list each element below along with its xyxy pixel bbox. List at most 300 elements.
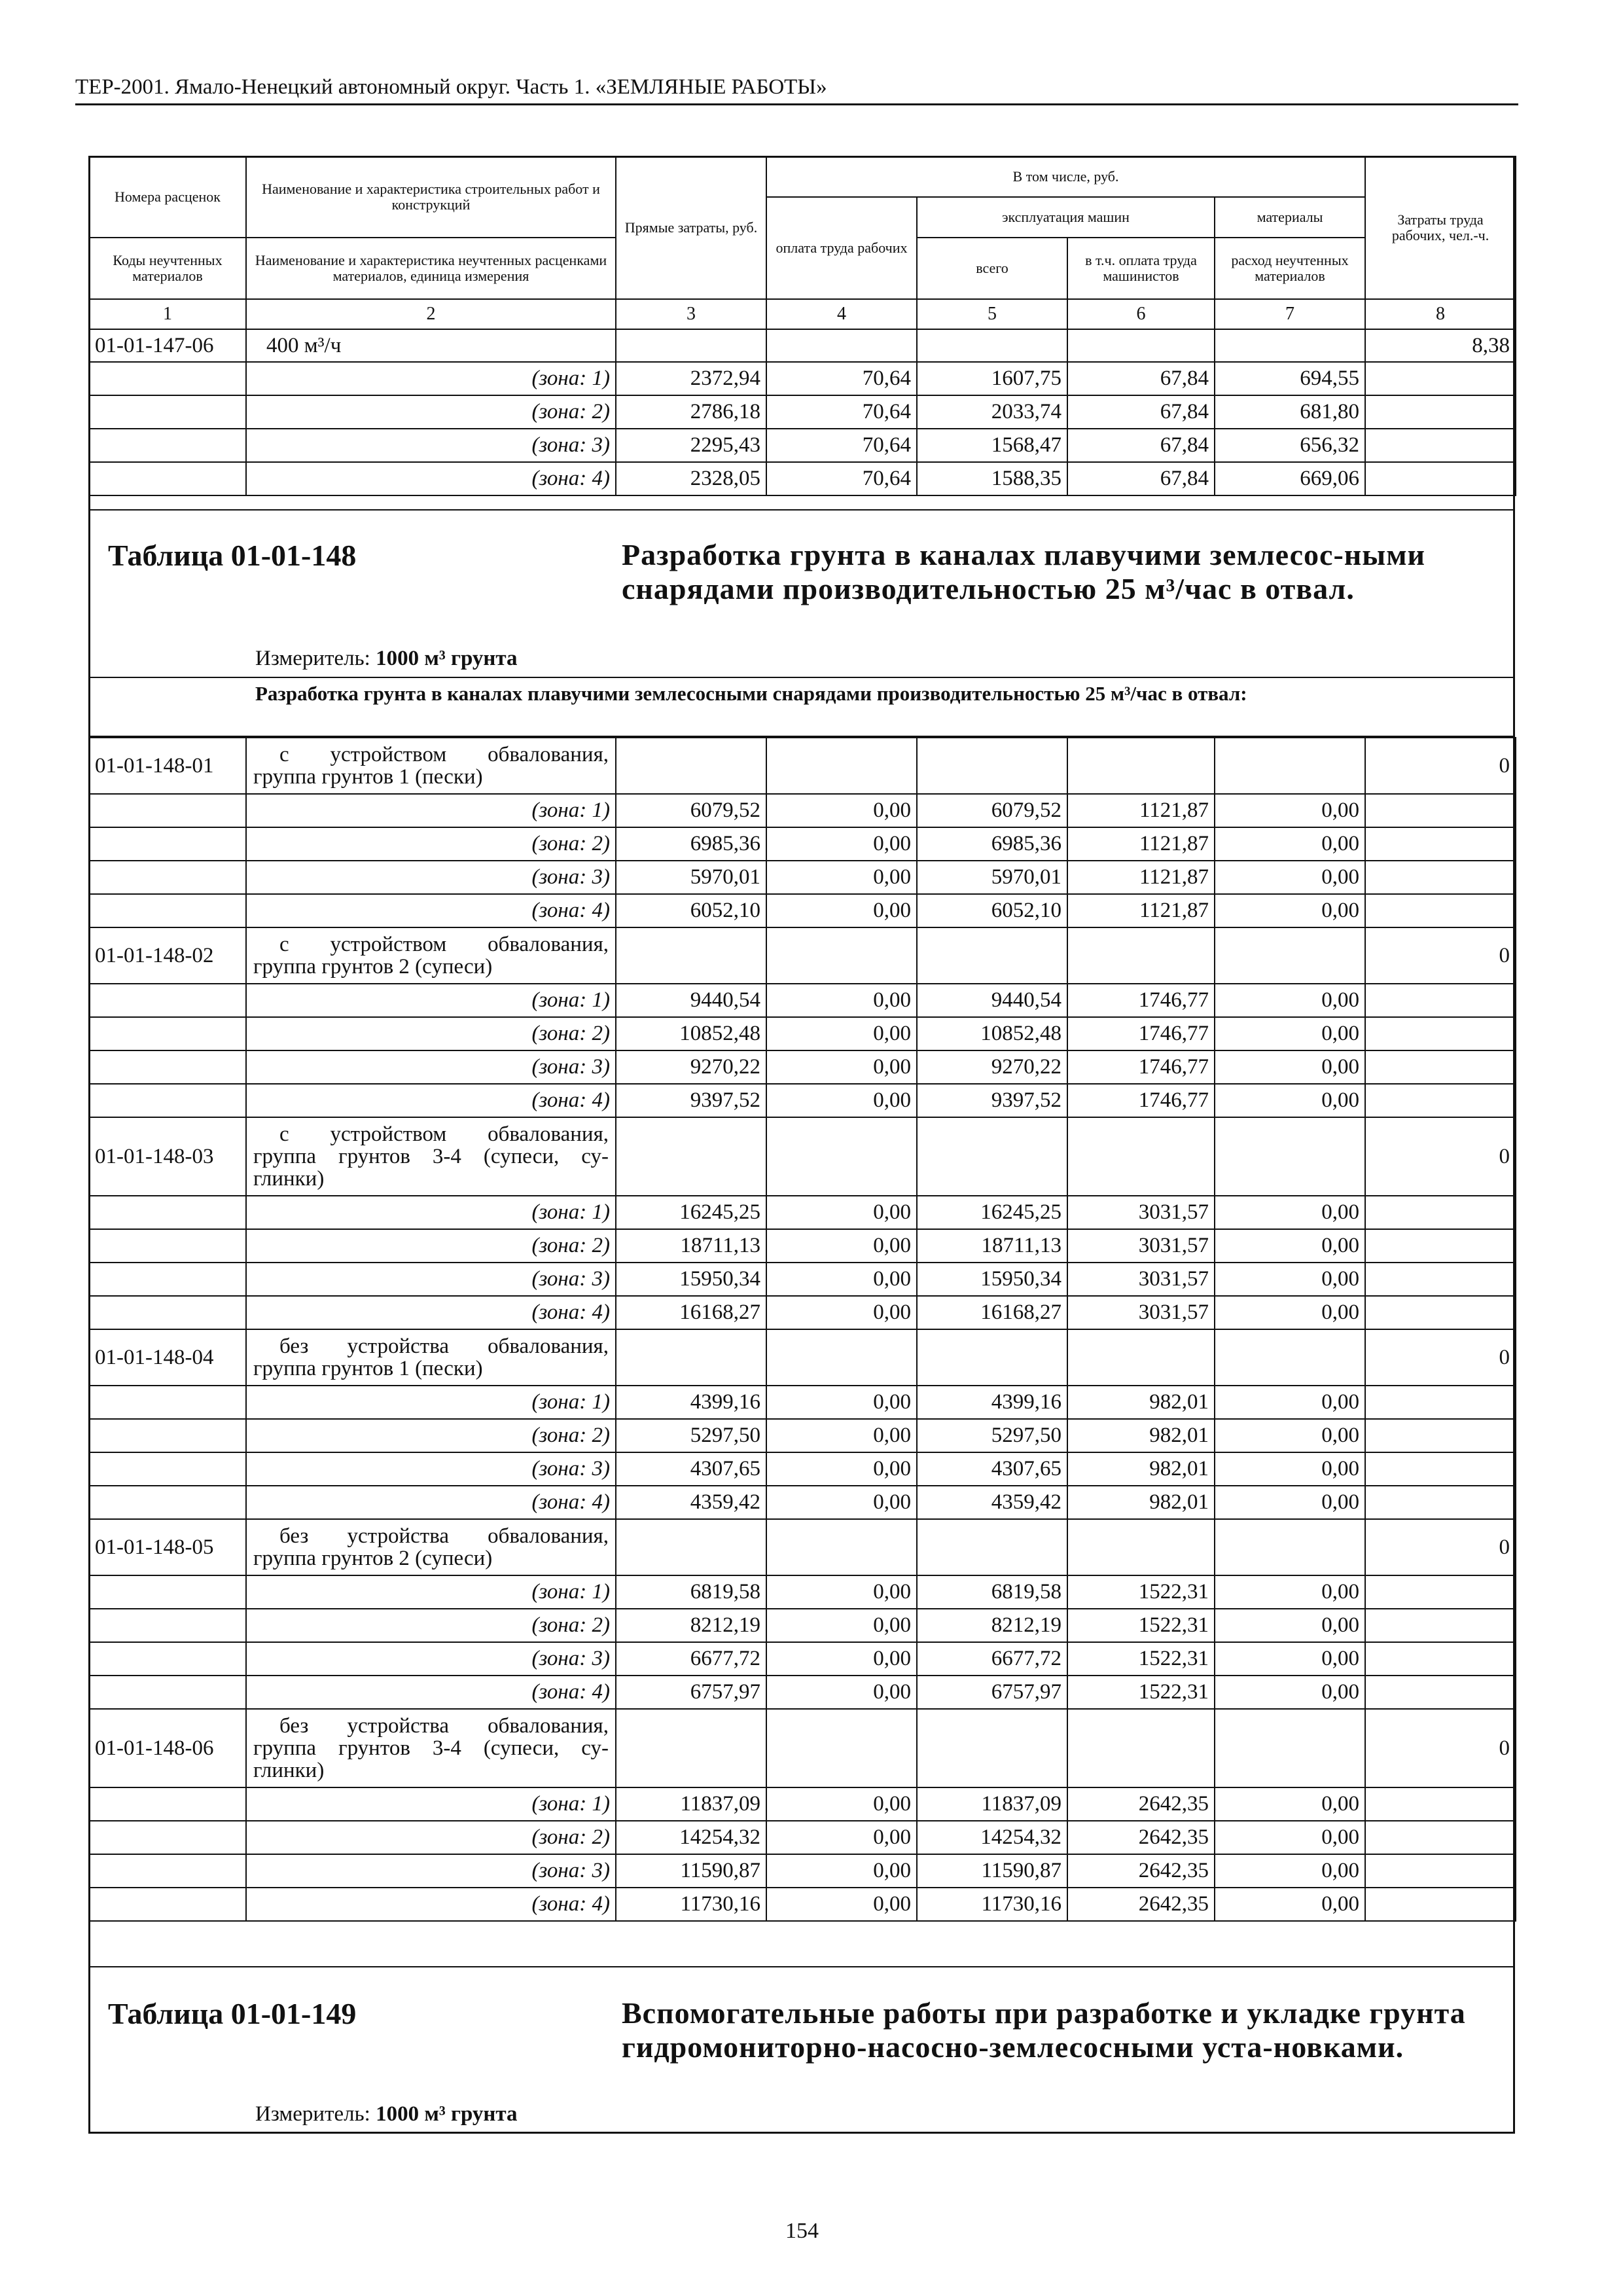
zone-label: (зона: 2) bbox=[246, 1609, 616, 1642]
machines-total: 16168,27 bbox=[917, 1296, 1067, 1329]
zone-label: (зона: 2) bbox=[246, 395, 616, 429]
machines-total: 11590,87 bbox=[917, 1854, 1067, 1888]
zone-row bbox=[89, 1050, 1516, 1084]
rate-description: 400 м³/ч bbox=[246, 329, 616, 362]
machines-total: 6985,36 bbox=[917, 827, 1067, 861]
empty-cell bbox=[766, 927, 917, 984]
zone-label: (зона: 3) bbox=[246, 1050, 616, 1084]
zone-label: (зона: 2) bbox=[246, 1017, 616, 1050]
zone-row bbox=[89, 1229, 1516, 1263]
machinists-wages: 1746,77 bbox=[1067, 1017, 1215, 1050]
rate-labor: 0 bbox=[1365, 1519, 1516, 1575]
materials: 0,00 bbox=[1215, 1017, 1365, 1050]
empty-cell bbox=[1365, 1386, 1516, 1419]
direct-cost: 6677,72 bbox=[616, 1642, 766, 1676]
direct-cost: 6757,97 bbox=[616, 1676, 766, 1709]
empty-cell bbox=[917, 738, 1067, 794]
empty-cell bbox=[1365, 1821, 1516, 1854]
rate-description bbox=[246, 1519, 616, 1575]
table-149-number: Таблица 01-01-149 bbox=[108, 1997, 357, 2030]
zone-label: (зона: 1) bbox=[246, 1787, 616, 1821]
wages: 0,00 bbox=[766, 1452, 917, 1486]
machinists-wages: 1522,31 bbox=[1067, 1609, 1215, 1642]
empty-cell bbox=[1365, 1888, 1516, 1921]
direct-cost: 6985,36 bbox=[616, 827, 766, 861]
empty-cell bbox=[1215, 738, 1365, 794]
direct-cost: 2786,18 bbox=[616, 395, 766, 429]
description-line: без устройства обвалования, bbox=[279, 1524, 609, 1548]
table-148-number: Таблица 01-01-148 bbox=[108, 539, 357, 572]
empty-cell bbox=[1365, 1263, 1516, 1296]
direct-cost: 2295,43 bbox=[616, 429, 766, 462]
empty-cell bbox=[1365, 861, 1516, 894]
machinists-wages: 1121,87 bbox=[1067, 894, 1215, 927]
empty-cell bbox=[1365, 1229, 1516, 1263]
zone-row bbox=[89, 1642, 1516, 1676]
wages: 0,00 bbox=[766, 827, 917, 861]
rates-header-table bbox=[88, 156, 1516, 496]
empty-cell bbox=[616, 927, 766, 984]
machines-total: 4359,42 bbox=[917, 1486, 1067, 1519]
machines-total: 18711,13 bbox=[917, 1229, 1067, 1263]
machines-total: 2033,74 bbox=[917, 395, 1067, 429]
empty-cell bbox=[1067, 1329, 1215, 1386]
zone-label: (зона: 3) bbox=[246, 861, 616, 894]
zone-row bbox=[89, 894, 1516, 927]
machines-total: 5970,01 bbox=[917, 861, 1067, 894]
empty-cell bbox=[1365, 894, 1516, 927]
zone-row bbox=[89, 1486, 1516, 1519]
machines-total: 14254,32 bbox=[917, 1821, 1067, 1854]
col-labor: Затраты труда рабочих, чел.-ч. bbox=[1365, 156, 1516, 299]
table-149-unit bbox=[255, 2102, 518, 2126]
empty-cell bbox=[89, 1821, 246, 1854]
page-header: ТЕР-2001. Ямало-Ненецкий автономный округ. Часть 1. «ЗЕМЛЯНЫЕ РАБОТЫ» bbox=[75, 75, 1518, 105]
direct-cost: 16168,27 bbox=[616, 1296, 766, 1329]
direct-cost: 10852,48 bbox=[616, 1017, 766, 1050]
wages: 0,00 bbox=[766, 1229, 917, 1263]
rate-labor: 0 bbox=[1365, 738, 1516, 794]
machines-total: 4307,65 bbox=[917, 1452, 1067, 1486]
materials: 0,00 bbox=[1215, 1609, 1365, 1642]
machines-total: 1607,75 bbox=[917, 362, 1067, 395]
empty-cell bbox=[89, 1017, 246, 1050]
zone-label: (зона: 3) bbox=[246, 1263, 616, 1296]
empty-cell bbox=[89, 1196, 246, 1229]
table-148-title: Разработка грунта в каналах плавучими землесос-ными снарядами производительностью 25 м³/час в отвал. bbox=[622, 538, 1426, 605]
materials: 0,00 bbox=[1215, 1888, 1365, 1921]
empty-cell bbox=[616, 1329, 766, 1386]
empty-cell bbox=[1365, 1017, 1516, 1050]
machines-total: 11837,09 bbox=[917, 1787, 1067, 1821]
machinists-wages: 982,01 bbox=[1067, 1386, 1215, 1419]
rate-code: 01-01-148-01 bbox=[89, 738, 246, 794]
zone-label: (зона: 4) bbox=[246, 1888, 616, 1921]
machines-total: 6819,58 bbox=[917, 1575, 1067, 1609]
zone-row bbox=[89, 362, 1516, 395]
machinists-wages: 2642,35 bbox=[1067, 1854, 1215, 1888]
empty-cell bbox=[1067, 1117, 1215, 1196]
empty-cell bbox=[89, 861, 246, 894]
machines-total: 16245,25 bbox=[917, 1196, 1067, 1229]
col-total: всего bbox=[917, 238, 1067, 299]
empty-cell bbox=[1365, 1452, 1516, 1486]
wages: 0,00 bbox=[766, 1888, 917, 1921]
description-line: с устройством обвалования, bbox=[279, 933, 609, 956]
empty-cell bbox=[1365, 794, 1516, 827]
machinists-wages: 1746,77 bbox=[1067, 1050, 1215, 1084]
empty-cell bbox=[766, 1329, 917, 1386]
direct-cost: 2328,05 bbox=[616, 462, 766, 495]
rate-description bbox=[246, 927, 616, 984]
materials: 0,00 bbox=[1215, 984, 1365, 1017]
machines-total: 5297,50 bbox=[917, 1419, 1067, 1452]
direct-cost: 5297,50 bbox=[616, 1419, 766, 1452]
empty-cell bbox=[89, 1296, 246, 1329]
zone-row bbox=[89, 1609, 1516, 1642]
rate-code: 01-01-147-06 bbox=[89, 329, 246, 362]
direct-cost: 6079,52 bbox=[616, 794, 766, 827]
empty-cell bbox=[1365, 1676, 1516, 1709]
empty-cell bbox=[89, 1419, 246, 1452]
wages: 70,64 bbox=[766, 362, 917, 395]
materials: 0,00 bbox=[1215, 1642, 1365, 1676]
wages: 0,00 bbox=[766, 1017, 917, 1050]
col-num: 5 bbox=[917, 299, 1067, 329]
empty-cell bbox=[1365, 1575, 1516, 1609]
wages: 0,00 bbox=[766, 1787, 917, 1821]
empty-cell bbox=[89, 1084, 246, 1117]
machines-total: 9397,52 bbox=[917, 1084, 1067, 1117]
machinists-wages: 67,84 bbox=[1067, 395, 1215, 429]
machinists-wages: 1746,77 bbox=[1067, 984, 1215, 1017]
wages: 0,00 bbox=[766, 1386, 917, 1419]
machinists-wages: 1121,87 bbox=[1067, 861, 1215, 894]
rate-labor: 8,38 bbox=[1365, 329, 1516, 362]
empty-cell bbox=[766, 1709, 917, 1787]
rate-code: 01-01-148-02 bbox=[89, 927, 246, 984]
rate-description bbox=[246, 1709, 616, 1787]
empty-cell bbox=[1365, 1084, 1516, 1117]
rate-labor: 0 bbox=[1365, 1117, 1516, 1196]
empty-cell bbox=[1215, 1117, 1365, 1196]
zone-label: (зона: 4) bbox=[246, 1676, 616, 1709]
zone-row bbox=[89, 429, 1516, 462]
wages: 0,00 bbox=[766, 1486, 917, 1519]
machinists-wages: 3031,57 bbox=[1067, 1263, 1215, 1296]
col-num: 2 bbox=[246, 299, 616, 329]
machinists-wages: 1522,31 bbox=[1067, 1575, 1215, 1609]
empty-cell bbox=[89, 1050, 246, 1084]
unit-label: Измеритель: bbox=[255, 647, 370, 670]
machines-total: 1588,35 bbox=[917, 462, 1067, 495]
column-numbers-row bbox=[89, 299, 1516, 329]
zone-row bbox=[89, 1017, 1516, 1050]
direct-cost: 5970,01 bbox=[616, 861, 766, 894]
machines-total: 15950,34 bbox=[917, 1263, 1067, 1296]
col-mat-usage: расход неучтенных материалов bbox=[1215, 238, 1365, 299]
empty-cell bbox=[1365, 1486, 1516, 1519]
empty-cell bbox=[766, 738, 917, 794]
rate-row bbox=[89, 1117, 1516, 1196]
zone-row bbox=[89, 462, 1516, 495]
materials: 0,00 bbox=[1215, 1084, 1365, 1117]
zone-label: (зона: 4) bbox=[246, 1296, 616, 1329]
wages: 0,00 bbox=[766, 861, 917, 894]
materials: 0,00 bbox=[1215, 1787, 1365, 1821]
machinists-wages: 982,01 bbox=[1067, 1452, 1215, 1486]
wages: 0,00 bbox=[766, 1419, 917, 1452]
unit-label: Измеритель: bbox=[255, 2102, 370, 2126]
zone-row bbox=[89, 1888, 1516, 1921]
empty-cell bbox=[89, 1486, 246, 1519]
description-line: группа грунтов 3-4 (супеси, су- bbox=[253, 1736, 609, 1760]
direct-cost: 14254,32 bbox=[616, 1821, 766, 1854]
col-codes: Коды неучтенных материалов bbox=[89, 238, 246, 299]
empty-cell bbox=[89, 1229, 246, 1263]
direct-cost: 15950,34 bbox=[616, 1263, 766, 1296]
col-materials: материалы bbox=[1215, 197, 1365, 238]
col-num: 4 bbox=[766, 299, 917, 329]
machinists-wages: 1121,87 bbox=[1067, 794, 1215, 827]
wages: 0,00 bbox=[766, 1854, 917, 1888]
description-line: глинки) bbox=[253, 1759, 325, 1782]
empty-cell bbox=[89, 1854, 246, 1888]
empty-cell bbox=[766, 1519, 917, 1575]
col-incl-wages: в т.ч. оплата труда машинистов bbox=[1067, 238, 1215, 299]
machines-total: 6079,52 bbox=[917, 794, 1067, 827]
empty-cell bbox=[616, 738, 766, 794]
materials: 0,00 bbox=[1215, 1419, 1365, 1452]
col-machines: эксплуатация машин bbox=[917, 197, 1215, 238]
description-line: группа грунтов 1 (пески) bbox=[253, 1357, 483, 1380]
col-num: 7 bbox=[1215, 299, 1365, 329]
empty-cell bbox=[1365, 1419, 1516, 1452]
direct-cost: 2372,94 bbox=[616, 362, 766, 395]
empty-cell bbox=[1365, 1296, 1516, 1329]
empty-cell bbox=[89, 1263, 246, 1296]
description-line: глинки) bbox=[253, 1167, 325, 1191]
wages: 0,00 bbox=[766, 1050, 917, 1084]
zone-label: (зона: 2) bbox=[246, 1419, 616, 1452]
materials: 0,00 bbox=[1215, 1386, 1365, 1419]
empty-cell bbox=[917, 1329, 1067, 1386]
empty-cell bbox=[89, 1609, 246, 1642]
table-148-body bbox=[88, 737, 1516, 1922]
empty-cell bbox=[616, 1709, 766, 1787]
zone-label: (зона: 4) bbox=[246, 462, 616, 495]
machines-total: 6757,97 bbox=[917, 1676, 1067, 1709]
zone-label: (зона: 1) bbox=[246, 1196, 616, 1229]
empty-cell bbox=[89, 1386, 246, 1419]
empty-cell bbox=[766, 1117, 917, 1196]
zone-label: (зона: 1) bbox=[246, 1386, 616, 1419]
rate-row bbox=[89, 927, 1516, 984]
zone-row bbox=[89, 1196, 1516, 1229]
rate-code: 01-01-148-03 bbox=[89, 1117, 246, 1196]
empty-cell bbox=[1365, 1196, 1516, 1229]
machinists-wages: 3031,57 bbox=[1067, 1196, 1215, 1229]
col-in-that: В том числе, руб. bbox=[766, 156, 1365, 197]
direct-cost: 16245,25 bbox=[616, 1196, 766, 1229]
empty-cell bbox=[1365, 1609, 1516, 1642]
materials: 681,80 bbox=[1215, 395, 1365, 429]
materials: 0,00 bbox=[1215, 1296, 1365, 1329]
unit-value: 1000 м³ грунта bbox=[376, 647, 518, 670]
rate-row bbox=[89, 329, 1516, 362]
machinists-wages: 3031,57 bbox=[1067, 1296, 1215, 1329]
empty-cell bbox=[1067, 1519, 1215, 1575]
table-149-heading bbox=[88, 1966, 1515, 2134]
wages: 0,00 bbox=[766, 1609, 917, 1642]
materials: 0,00 bbox=[1215, 1575, 1365, 1609]
wages: 0,00 bbox=[766, 894, 917, 927]
machines-total: 10852,48 bbox=[917, 1017, 1067, 1050]
empty-cell bbox=[89, 1888, 246, 1921]
zone-row bbox=[89, 861, 1516, 894]
direct-cost: 8212,19 bbox=[616, 1609, 766, 1642]
zone-row bbox=[89, 827, 1516, 861]
empty-cell bbox=[1365, 827, 1516, 861]
zone-row bbox=[89, 395, 1516, 429]
materials: 694,55 bbox=[1215, 362, 1365, 395]
machinists-wages: 982,01 bbox=[1067, 1486, 1215, 1519]
zone-row bbox=[89, 1452, 1516, 1486]
materials: 0,00 bbox=[1215, 1196, 1365, 1229]
machinists-wages: 67,84 bbox=[1067, 462, 1215, 495]
empty-cell bbox=[1067, 738, 1215, 794]
zone-label: (зона: 3) bbox=[246, 1854, 616, 1888]
zone-row bbox=[89, 1821, 1516, 1854]
empty-cell bbox=[1215, 1329, 1365, 1386]
zone-label: (зона: 1) bbox=[246, 984, 616, 1017]
materials: 669,06 bbox=[1215, 462, 1365, 495]
zone-row bbox=[89, 1787, 1516, 1821]
materials: 0,00 bbox=[1215, 1821, 1365, 1854]
machines-total: 9270,22 bbox=[917, 1050, 1067, 1084]
zone-label: (зона: 4) bbox=[246, 1084, 616, 1117]
col-rate-no: Номера расценок bbox=[89, 156, 246, 238]
materials: 656,32 bbox=[1215, 429, 1365, 462]
machines-total: 4399,16 bbox=[917, 1386, 1067, 1419]
empty-cell bbox=[917, 1117, 1067, 1196]
zone-row bbox=[89, 1575, 1516, 1609]
wages: 0,00 bbox=[766, 1642, 917, 1676]
empty-cell bbox=[89, 894, 246, 927]
wages: 0,00 bbox=[766, 1196, 917, 1229]
machinists-wages: 67,84 bbox=[1067, 429, 1215, 462]
materials: 0,00 bbox=[1215, 1854, 1365, 1888]
machinists-wages: 1746,77 bbox=[1067, 1084, 1215, 1117]
zone-row bbox=[89, 1084, 1516, 1117]
direct-cost: 11590,87 bbox=[616, 1854, 766, 1888]
table-148-heading bbox=[88, 509, 1515, 678]
col-direct: Прямые затраты, руб. bbox=[616, 156, 766, 299]
wages: 0,00 bbox=[766, 1821, 917, 1854]
direct-cost: 6052,10 bbox=[616, 894, 766, 927]
direct-cost: 9270,22 bbox=[616, 1050, 766, 1084]
description-line: группа грунтов 1 (пески) bbox=[253, 765, 483, 789]
empty-cell bbox=[1365, 984, 1516, 1017]
empty-cell bbox=[1067, 927, 1215, 984]
zone-label: (зона: 3) bbox=[246, 1642, 616, 1676]
empty-cell bbox=[1365, 1787, 1516, 1821]
wages: 0,00 bbox=[766, 1263, 917, 1296]
zone-label: (зона: 3) bbox=[246, 429, 616, 462]
machinists-wages: 3031,57 bbox=[1067, 1229, 1215, 1263]
col-num: 6 bbox=[1067, 299, 1215, 329]
zone-row bbox=[89, 1386, 1516, 1419]
col-num: 1 bbox=[89, 299, 246, 329]
wages: 70,64 bbox=[766, 462, 917, 495]
materials: 0,00 bbox=[1215, 1229, 1365, 1263]
rate-row bbox=[89, 738, 1516, 794]
rate-row bbox=[89, 1329, 1516, 1386]
empty-cell bbox=[1365, 1050, 1516, 1084]
wages: 0,00 bbox=[766, 1575, 917, 1609]
empty-cell bbox=[89, 1642, 246, 1676]
zone-row bbox=[89, 1854, 1516, 1888]
zone-label: (зона: 1) bbox=[246, 794, 616, 827]
machinists-wages: 1121,87 bbox=[1067, 827, 1215, 861]
direct-cost: 9440,54 bbox=[616, 984, 766, 1017]
materials: 0,00 bbox=[1215, 1486, 1365, 1519]
page-number: 154 bbox=[785, 2219, 819, 2243]
description-line: группа грунтов 2 (супеси) bbox=[253, 955, 493, 978]
materials: 0,00 bbox=[1215, 794, 1365, 827]
group-title: Разработка грунта в каналах плавучими землесосными снарядами производительностью 25 м³/час в отвал: bbox=[255, 682, 1247, 705]
materials: 0,00 bbox=[1215, 861, 1365, 894]
empty-cell bbox=[1215, 927, 1365, 984]
empty-cell bbox=[1067, 1709, 1215, 1787]
wages: 70,64 bbox=[766, 429, 917, 462]
machines-total: 11730,16 bbox=[917, 1888, 1067, 1921]
wages: 0,00 bbox=[766, 794, 917, 827]
materials: 0,00 bbox=[1215, 1050, 1365, 1084]
empty-cell bbox=[616, 1519, 766, 1575]
rate-row bbox=[89, 1519, 1516, 1575]
zone-row bbox=[89, 1676, 1516, 1709]
rate-description bbox=[246, 1117, 616, 1196]
wages: 0,00 bbox=[766, 984, 917, 1017]
description-line: без устройства обвалования, bbox=[279, 1714, 609, 1738]
empty-cell bbox=[89, 984, 246, 1017]
col-name: Наименование и характеристика строительных работ и конструкций bbox=[246, 156, 616, 238]
materials: 0,00 bbox=[1215, 894, 1365, 927]
zone-label: (зона: 2) bbox=[246, 827, 616, 861]
zone-row bbox=[89, 1296, 1516, 1329]
direct-cost: 11730,16 bbox=[616, 1888, 766, 1921]
col-wages: оплата труда рабочих bbox=[766, 197, 917, 299]
materials: 0,00 bbox=[1215, 1263, 1365, 1296]
empty-cell bbox=[1365, 1854, 1516, 1888]
empty-cell bbox=[1215, 1519, 1365, 1575]
direct-cost: 9397,52 bbox=[616, 1084, 766, 1117]
materials: 0,00 bbox=[1215, 1676, 1365, 1709]
empty-cell bbox=[1215, 1709, 1365, 1787]
table-148-group-heading bbox=[88, 678, 1515, 737]
zone-row bbox=[89, 1263, 1516, 1296]
empty-cell bbox=[616, 1117, 766, 1196]
materials: 0,00 bbox=[1215, 1452, 1365, 1486]
rate-labor: 0 bbox=[1365, 927, 1516, 984]
direct-cost: 4307,65 bbox=[616, 1452, 766, 1486]
rate-labor: 0 bbox=[1365, 1709, 1516, 1787]
zone-label: (зона: 1) bbox=[246, 362, 616, 395]
zone-row bbox=[89, 984, 1516, 1017]
direct-cost: 4399,16 bbox=[616, 1386, 766, 1419]
zone-label: (зона: 2) bbox=[246, 1229, 616, 1263]
